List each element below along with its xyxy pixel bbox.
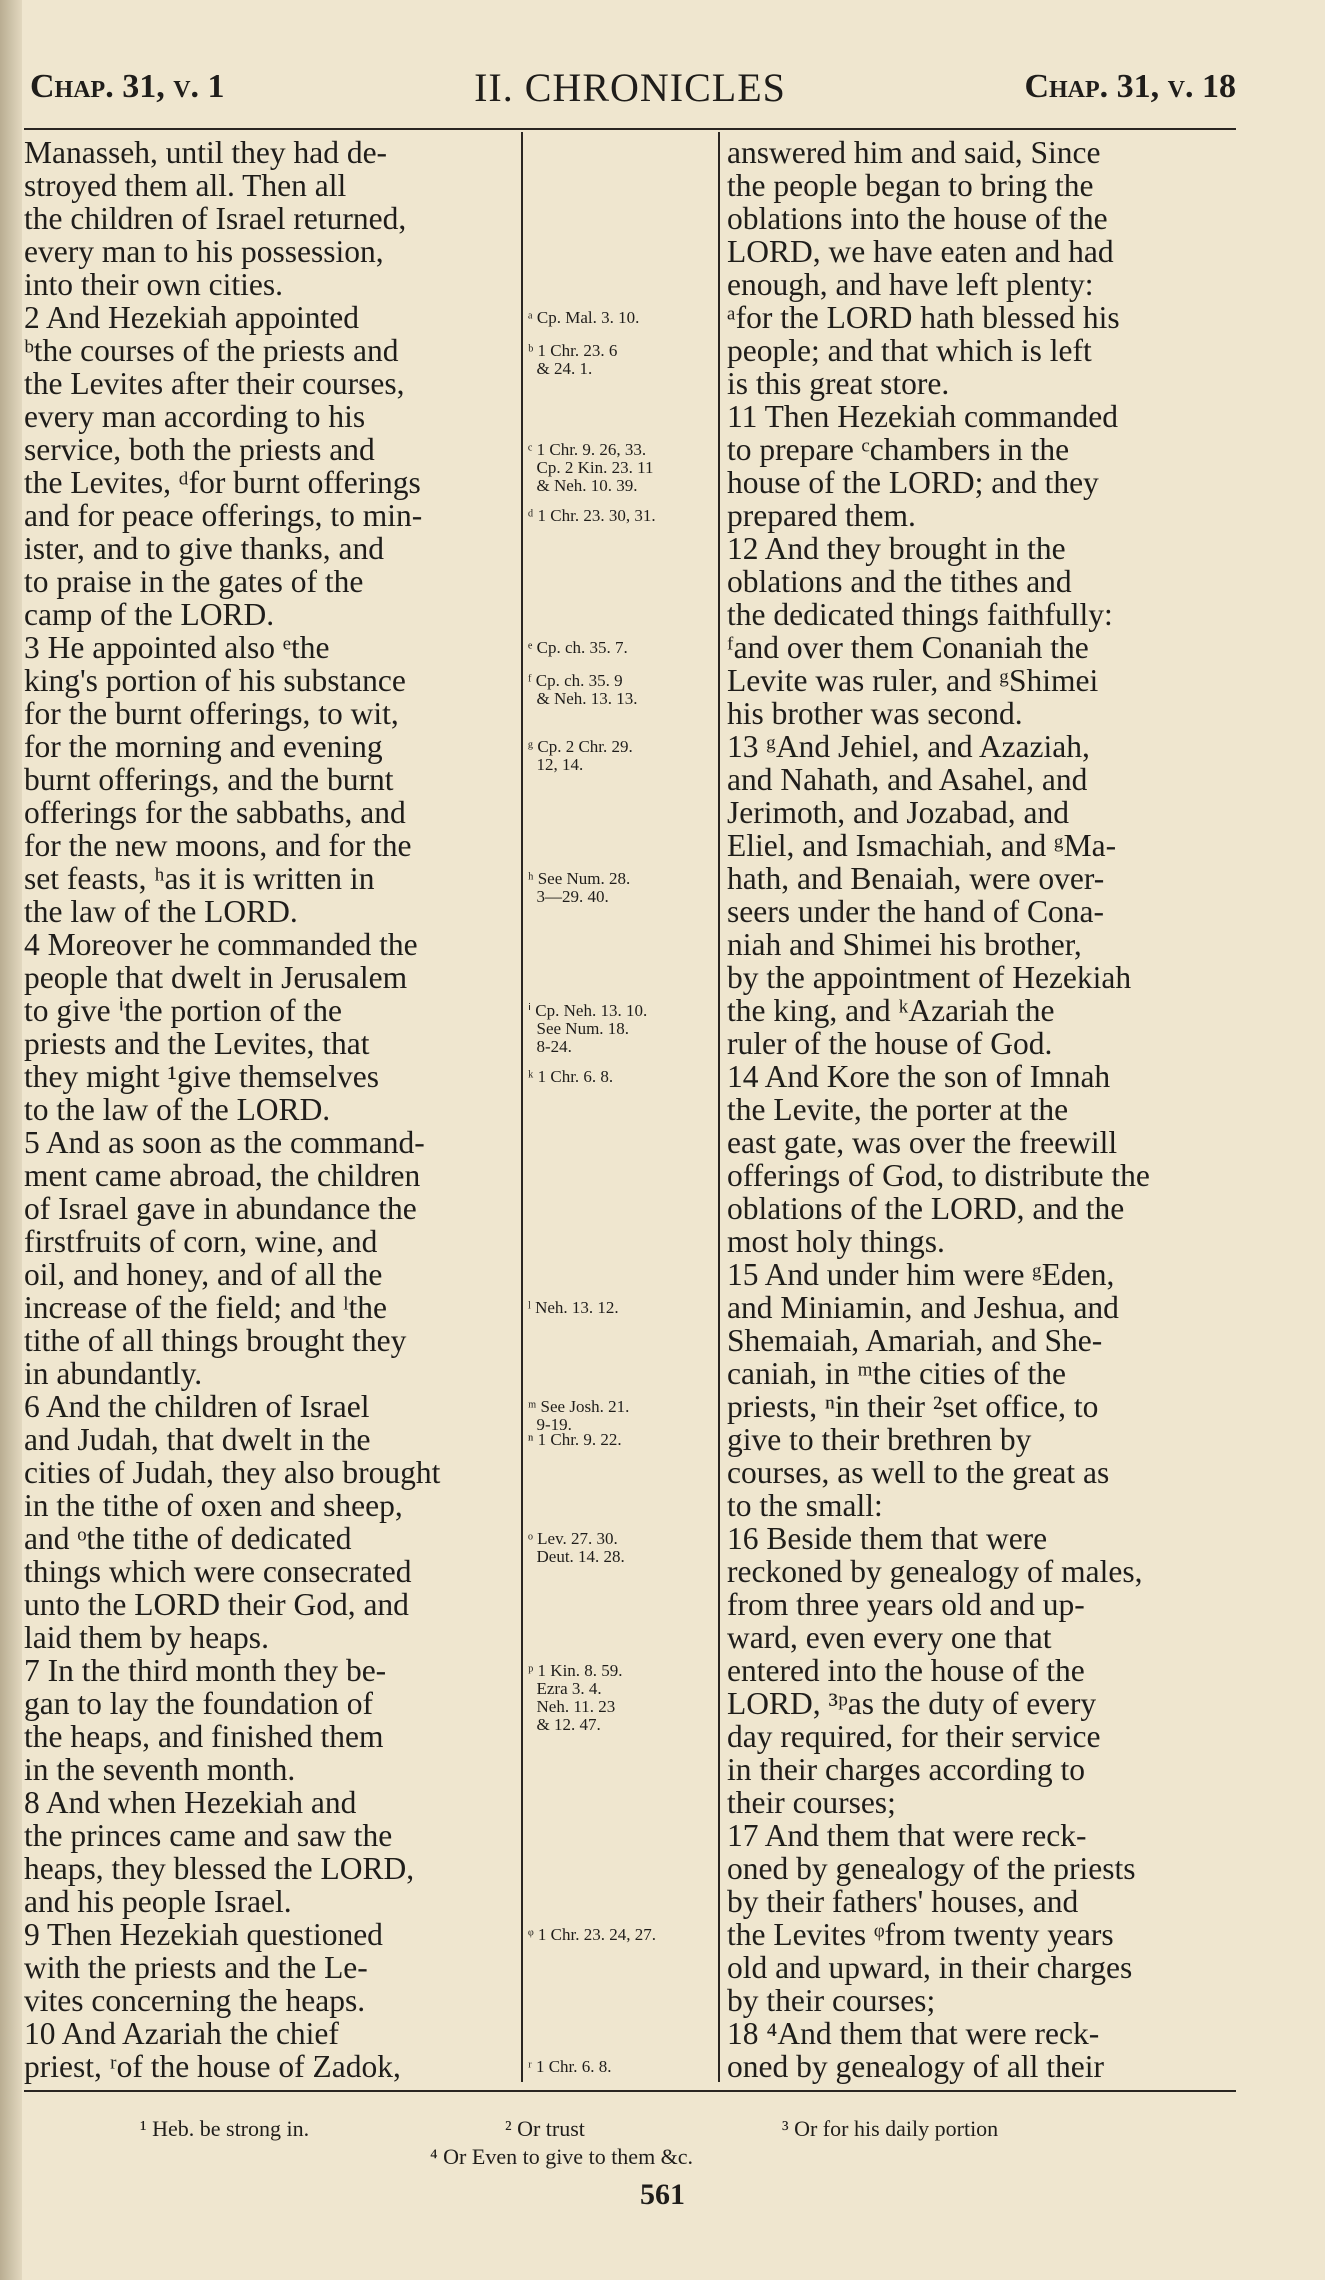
text-line: priests, ⁿin their ²set office, to [727,1389,1099,1424]
text-line: 11 Then Hezekiah commanded [727,399,1118,434]
text-line: their courses; [727,1785,896,1820]
text-line: oned by genealogy of the priests [727,1851,1136,1886]
text-line: Levite was ruler, and ᵍShimei [727,663,1099,698]
text-line: they might ¹give themselves [24,1059,380,1094]
text-line: oil, and honey, and of all the [24,1257,383,1292]
header-left-reference: Chap. 31, v. 1 [30,68,225,105]
text-line: and for peace offerings, to min- [24,498,423,533]
right-column-divider [718,132,720,2082]
text-line: heaps, they blessed the LORD, [24,1851,415,1886]
text-line: offerings for the sabbaths, and [24,795,406,830]
text-line: hath, and Benaiah, were over- [727,861,1105,896]
footnote-4: ⁴ Or Even to give to them &c. [430,2144,694,2169]
text-line: ment came abroad, the children [24,1158,421,1193]
text-line: gan to lay the foundation of [24,1686,374,1721]
text-line: burnt offerings, and the burnt [24,762,394,797]
text-line: things which were consecrated [24,1554,412,1589]
text-line: prepared them. [727,498,916,533]
text-line: Shemaiah, Amariah, and She- [727,1323,1103,1358]
text-line: with the priests and the Le- [24,1950,368,1985]
marginal-note: ᶜ 1 Chr. 9. 26, 33. Cp. 2 Kin. 23. 11 & Neh. 10. 39. [528,440,654,495]
text-line: courses, as well to the great as [727,1455,1110,1490]
text-line: 9 Then Hezekiah questioned [24,1917,383,1952]
text-line: people; and that which is left [727,333,1092,368]
text-line: for the morning and evening [24,729,383,764]
marginal-note: ᵍ Cp. 2 Chr. 29. 12, 14. [528,737,633,774]
marginal-note: ᵠ 1 Chr. 23. 24, 27. [528,1925,656,1944]
footnote-3: ³ Or for his daily portion [782,2116,999,2141]
text-line: oblations of the LORD, and the [727,1191,1125,1226]
text-line: day required, for their service [727,1719,1101,1754]
text-line: 12 And they brought in the [727,531,1066,566]
marginal-note: ᵉ Cp. ch. 35. 7. [528,638,628,657]
text-line: 3 He appointed also ᵉthe [24,630,330,665]
text-line: answered him and said, Since [727,135,1101,170]
text-line: ister, and to give thanks, and [24,531,385,566]
text-line: the law of the LORD. [24,894,298,929]
text-line: LORD, ³ᵖas the duty of every [727,1686,1097,1721]
left-text-column [24,136,519,2083]
text-line: the Levite, the porter at the [727,1092,1069,1127]
text-line: ᵃfor the LORD hath blessed his [727,300,1120,335]
text-line: and Judah, that dwelt in the [24,1422,371,1457]
text-line: service, both the priests and [24,432,375,467]
text-line: priest, ʳof the house of Zadok, [24,2049,401,2084]
text-line: to praise in the gates of the [24,564,364,599]
text-line: ᵇthe courses of the priests and [24,333,399,368]
marginal-note: ⁿ 1 Chr. 9. 22. [528,1430,622,1449]
text-line: Eliel, and Ismachiah, and ᵍMa- [727,828,1117,863]
footnote-1: ¹ Heb. be strong in. [140,2116,310,2141]
text-line: the princes came and saw the [24,1818,393,1853]
marginal-note: ᵏ 1 Chr. 6. 8. [528,1067,614,1086]
text-line: 14 And Kore the son of Imnah [727,1059,1111,1094]
text-line: 13 ᵍAnd Jehiel, and Azaziah, [727,729,1090,764]
text-line: the dedicated things faithfully: [727,597,1113,632]
left-column-divider [521,132,523,2082]
text-line: 6 And the children of Israel [24,1389,370,1424]
text-line: oblations and the tithes and [727,564,1072,599]
right-text-column [727,136,1237,2083]
text-line: the people began to bring the [727,168,1094,203]
text-line: from three years old and up- [727,1587,1085,1622]
text-line: house of the LORD; and they [727,465,1099,500]
text-line: most holy things. [727,1224,945,1259]
text-line: firstfruits of corn, wine, and [24,1224,378,1259]
text-line: Manasseh, until they had de- [24,135,388,170]
text-line: for the burnt offerings, to wit, [24,696,399,731]
footnote-rule [24,2090,1236,2092]
text-line: niah and Shimei his brother, [727,927,1082,962]
text-line: 16 Beside them that were [727,1521,1048,1556]
header-right-reference: Chap. 31, v. 18 [1024,68,1236,105]
text-line: people that dwelt in Jerusalem [24,960,408,995]
marginal-note: ᵐ See Josh. 21. 9-19. [528,1397,630,1434]
text-line: and Miniamin, and Jeshua, and [727,1290,1119,1325]
text-line: the king, and ᵏAzariah the [727,993,1055,1028]
text-line: by their fathers' houses, and [727,1884,1079,1919]
text-line: and his people Israel. [24,1884,292,1919]
marginal-note: ᵖ 1 Kin. 8. 59. Ezra 3. 4. Neh. 11. 23 & 12. 47. [528,1661,623,1734]
text-line: offerings of God, to distribute the [727,1158,1150,1193]
text-line: 5 And as soon as the command- [24,1125,425,1160]
text-line: east gate, was over the freewill [727,1125,1118,1160]
text-line: oblations into the house of the [727,201,1108,236]
text-line: seers under the hand of Cona- [727,894,1105,929]
text-line: 10 And Azariah the chief [24,2016,339,2051]
text-line: caniah, in ᵐthe cities of the [727,1356,1067,1391]
text-line: tithe of all things brought they [24,1323,407,1358]
text-line: in the seventh month. [24,1752,296,1787]
text-line: 8 And when Hezekiah and [24,1785,357,1820]
book-title: II. CHRONICLES [474,65,786,110]
text-line: to give ⁱthe portion of the [24,993,342,1028]
text-line: stroyed them all. Then all [24,168,347,203]
text-line: set feasts, ʰas it is written in [24,861,375,896]
page-number: 561 [640,2178,685,2211]
marginal-note: ᵇ 1 Chr. 23. 6 & 24. 1. [528,341,618,378]
marginal-note: ʰ See Num. 28. 3—29. 40. [528,869,631,906]
text-line: 17 And them that were reck- [727,1818,1087,1853]
text-line: 7 In the third month they be- [24,1653,387,1688]
text-line: and ᵒthe tithe of dedicated [24,1521,352,1556]
text-line: entered into the house of the [727,1653,1085,1688]
text-line: every man according to his [24,399,366,434]
text-line: ruler of the house of God. [727,1026,1053,1061]
text-line: every man to his possession, [24,234,384,269]
marginal-note: ˡ Neh. 13. 12. [528,1298,619,1317]
text-line: the Levites after their courses, [24,366,405,401]
text-line: the heaps, and finished them [24,1719,384,1754]
marginal-note: ᵒ Lev. 27. 30. Deut. 14. 28. [528,1529,625,1566]
page-gutter-shadow [0,0,22,2280]
text-line: increase of the field; and ˡthe [24,1290,387,1325]
text-line: his brother was second. [727,696,1023,731]
text-line: in the tithe of oxen and sheep, [24,1488,403,1523]
marginal-note: ᵈ 1 Chr. 23. 30, 31. [528,506,656,525]
text-line: vites concerning the heaps. [24,1983,366,2018]
text-line: in their charges according to [727,1752,1086,1787]
text-line: laid them by heaps. [24,1620,269,1655]
text-line: ᶠand over them Conaniah the [727,630,1089,665]
text-line: camp of the LORD. [24,597,275,632]
text-line: to the law of the LORD. [24,1092,331,1127]
marginal-note: ᵃ Cp. Mal. 3. 10. [528,308,640,327]
text-line: 18 ⁴And them that were reck- [727,2016,1100,2051]
text-line: into their own cities. [24,267,283,302]
marginal-note: ʳ 1 Chr. 6. 8. [528,2057,612,2076]
text-line: 15 And under him were ᵍEden, [727,1257,1115,1292]
text-line: for the new moons, and for the [24,828,412,863]
text-line: oned by genealogy of all their [727,2049,1105,2084]
text-line: cities of Judah, they also brought [24,1455,441,1490]
text-line: priests and the Levites, that [24,1026,370,1061]
running-header [24,64,1236,124]
text-line: 4 Moreover he commanded the [24,927,418,962]
text-line: by the appointment of Hezekiah [727,960,1132,995]
marginal-note: ᶠ Cp. ch. 35. 9 & Neh. 13. 13. [528,671,638,708]
text-line: the Levites, ᵈfor burnt offerings [24,465,421,500]
text-line: the Levites ᵠfrom twenty years [727,1917,1114,1952]
text-line: Jerimoth, and Jozabad, and [727,795,1070,830]
text-line: by their courses; [727,1983,936,2018]
text-line: reckoned by genealogy of males, [727,1554,1143,1589]
text-line: to the small: [727,1488,883,1523]
text-line: 2 And Hezekiah appointed [24,300,360,335]
text-line: and Nahath, and Asahel, and [727,762,1088,797]
text-line: unto the LORD their God, and [24,1587,409,1622]
text-line: is this great store. [727,366,950,401]
text-line: king's portion of his substance [24,663,406,698]
text-line: to prepare ᶜchambers in the [727,432,1070,467]
marginal-note: ⁱ Cp. Neh. 13. 10. See Num. 18. 8-24. [528,1001,648,1056]
text-line: enough, and have left plenty: [727,267,1094,302]
text-line: the children of Israel returned, [24,201,407,236]
footnote-2: ² Or trust [505,2116,585,2141]
header-rule [24,128,1236,130]
text-line: old and upward, in their charges [727,1950,1133,1985]
text-line: in abundantly. [24,1356,203,1391]
text-line: give to their brethren by [727,1422,1032,1457]
text-line: ward, even every one that [727,1620,1052,1655]
text-line: LORD, we have eaten and had [727,234,1114,269]
text-line: of Israel gave in abundance the [24,1191,417,1226]
